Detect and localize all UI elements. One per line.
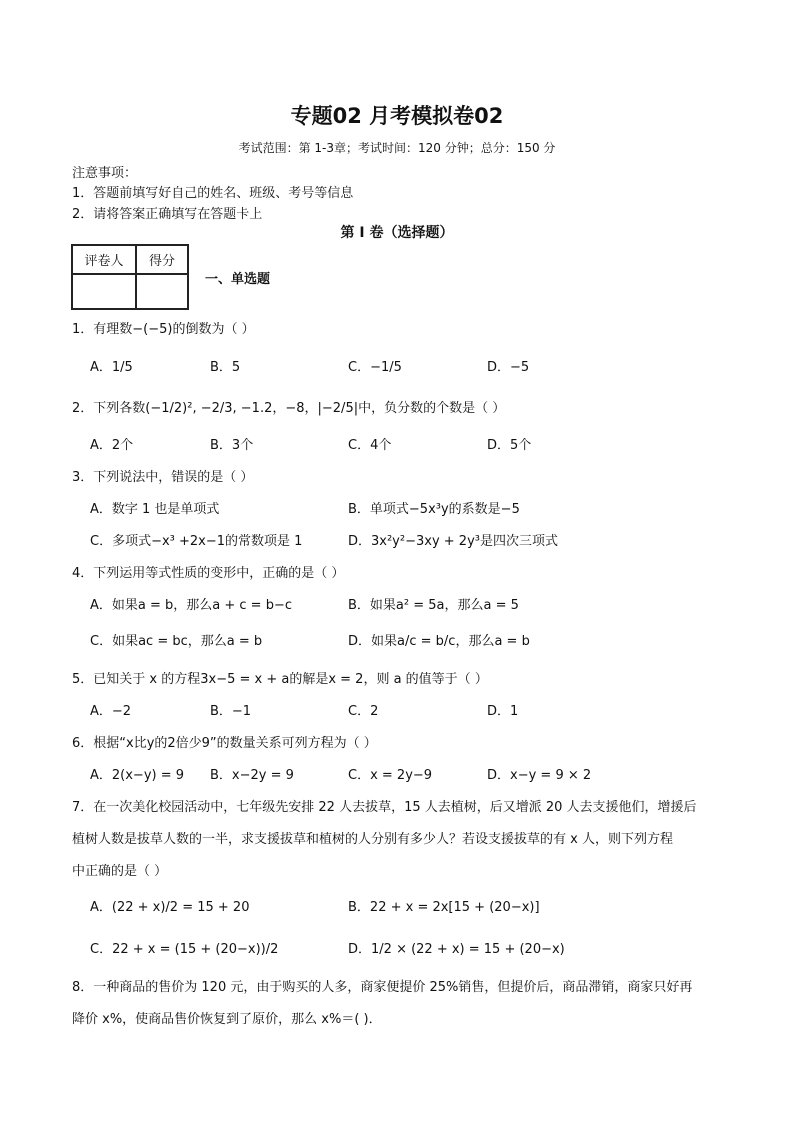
q1-option-a: A．1/5 xyxy=(90,360,133,375)
score-header: 得分 xyxy=(136,245,188,274)
q4-option-c: C．如果ac = bc，那么a = b xyxy=(90,634,263,649)
score-cell[interactable] xyxy=(136,274,188,309)
score-table xyxy=(71,244,189,310)
q5-option-b: B．−1 xyxy=(210,704,252,719)
q7-option-b: B．22 + x = 2x[15 + (20−x)] xyxy=(348,900,540,915)
question-8-stem-line-2: 降价 x%，使商品售价恢复到了原价，那么 x%＝( )． xyxy=(72,1012,382,1027)
q5-option-a: A．−2 xyxy=(90,704,132,719)
q6-option-b: B．x−2y = 9 xyxy=(210,768,294,783)
page-title: 专题02 月考模拟卷02 xyxy=(290,104,504,128)
q4-option-a: A．如果a = b，那么a + c = b−c xyxy=(90,598,292,613)
question-6-stem: 6．根据“x比y的2倍少9”的数量关系可列方程为（ ） xyxy=(72,736,377,751)
q2-option-b: B．3个 xyxy=(210,438,254,453)
q3-option-a: A．数字 1 也是单项式 xyxy=(90,502,220,517)
q5-option-d: D．1 xyxy=(487,704,519,719)
question-8-stem-line-1: 8．一种商品的售价为 120 元，由于购买的人多，商家便提价 25%销售，但提价后，商品滞销，商家只好再 xyxy=(72,980,693,995)
question-1-stem: 1．有理数−(−5)的倒数为（ ） xyxy=(72,322,255,337)
q6-option-d: D．x−y = 9 × 2 xyxy=(487,768,592,783)
q2-option-d: D．5个 xyxy=(487,438,532,453)
q7-option-d: D．1/2 × (22 + x) = 15 + (20−x) xyxy=(348,942,565,957)
note-1: 1．答题前填写好自己的姓名、班级、考号等信息 xyxy=(72,186,354,201)
q2-option-a: A．2个 xyxy=(90,438,134,453)
grader-header: 评卷人 xyxy=(72,245,136,274)
q5-option-c: C．2 xyxy=(348,704,379,719)
q1-option-b: B．5 xyxy=(210,360,241,375)
q2-option-c: C．4个 xyxy=(348,438,392,453)
q3-option-c: C．多项式−x³ +2x−1的常数项是 1 xyxy=(90,534,303,549)
q6-option-a: A．2(x−y) = 9 xyxy=(90,768,185,783)
note-2: 2．请将答案正确填写在答题卡上 xyxy=(72,207,263,222)
q7-option-a: A．(22 + x)/2 = 15 + 20 xyxy=(90,900,250,915)
q1-option-d: D．−5 xyxy=(487,360,530,375)
question-2-stem: 2．下列各数(−1/2)², −2/3, −1.2，−8，|−2/5|中，负分数的个数是（ ） xyxy=(72,401,506,416)
q7-option-c: C．22 + x = (15 + (20−x))/2 xyxy=(90,942,279,957)
part-title: 一、单选题 xyxy=(205,272,271,287)
question-7-stem-line-2: 植树人数是拔草人数的一半，求支援拔草和植树的人分别有多少人？若设支援拔草的有 x 人，则下列方程 xyxy=(72,832,673,847)
question-7-stem-line-3: 中正确的是（ ） xyxy=(72,864,168,879)
q4-option-d: D．如果a/c = b/c，那么a = b xyxy=(348,634,530,649)
q6-option-c: C．x = 2y−9 xyxy=(348,768,433,783)
question-7-stem-line-1: 7．在一次美化校园活动中，七年级先安排 22 人去拔草，15 人去植树，后又增派 20 人去支援他们，增援后 xyxy=(72,800,697,815)
question-4-stem: 4．下列运用等式性质的变形中，正确的是（ ） xyxy=(72,566,345,581)
question-5-stem: 5．已知关于 x 的方程3x−5 = x + a的解是x = 2，则 a 的值等于（ ） xyxy=(72,672,488,687)
notes-heading: 注意事项： xyxy=(72,166,138,181)
grader-cell[interactable] xyxy=(72,274,136,309)
exam-meta: 考试范围：第 1-3章；考试时间：120 分钟；总分：150 分 xyxy=(238,141,556,155)
q4-option-b: B．如果a² = 5a，那么a = 5 xyxy=(348,598,519,613)
section-title: 第 I 卷（选择题） xyxy=(340,225,454,241)
q3-option-d: D．3x²y²−3xy + 2y³是四次三项式 xyxy=(348,534,558,549)
q1-option-c: C．−1/5 xyxy=(348,360,402,375)
q3-option-b: B．单项式−5x³y的系数是−5 xyxy=(348,502,520,517)
question-3-stem: 3．下列说法中，错误的是（ ） xyxy=(72,470,254,485)
